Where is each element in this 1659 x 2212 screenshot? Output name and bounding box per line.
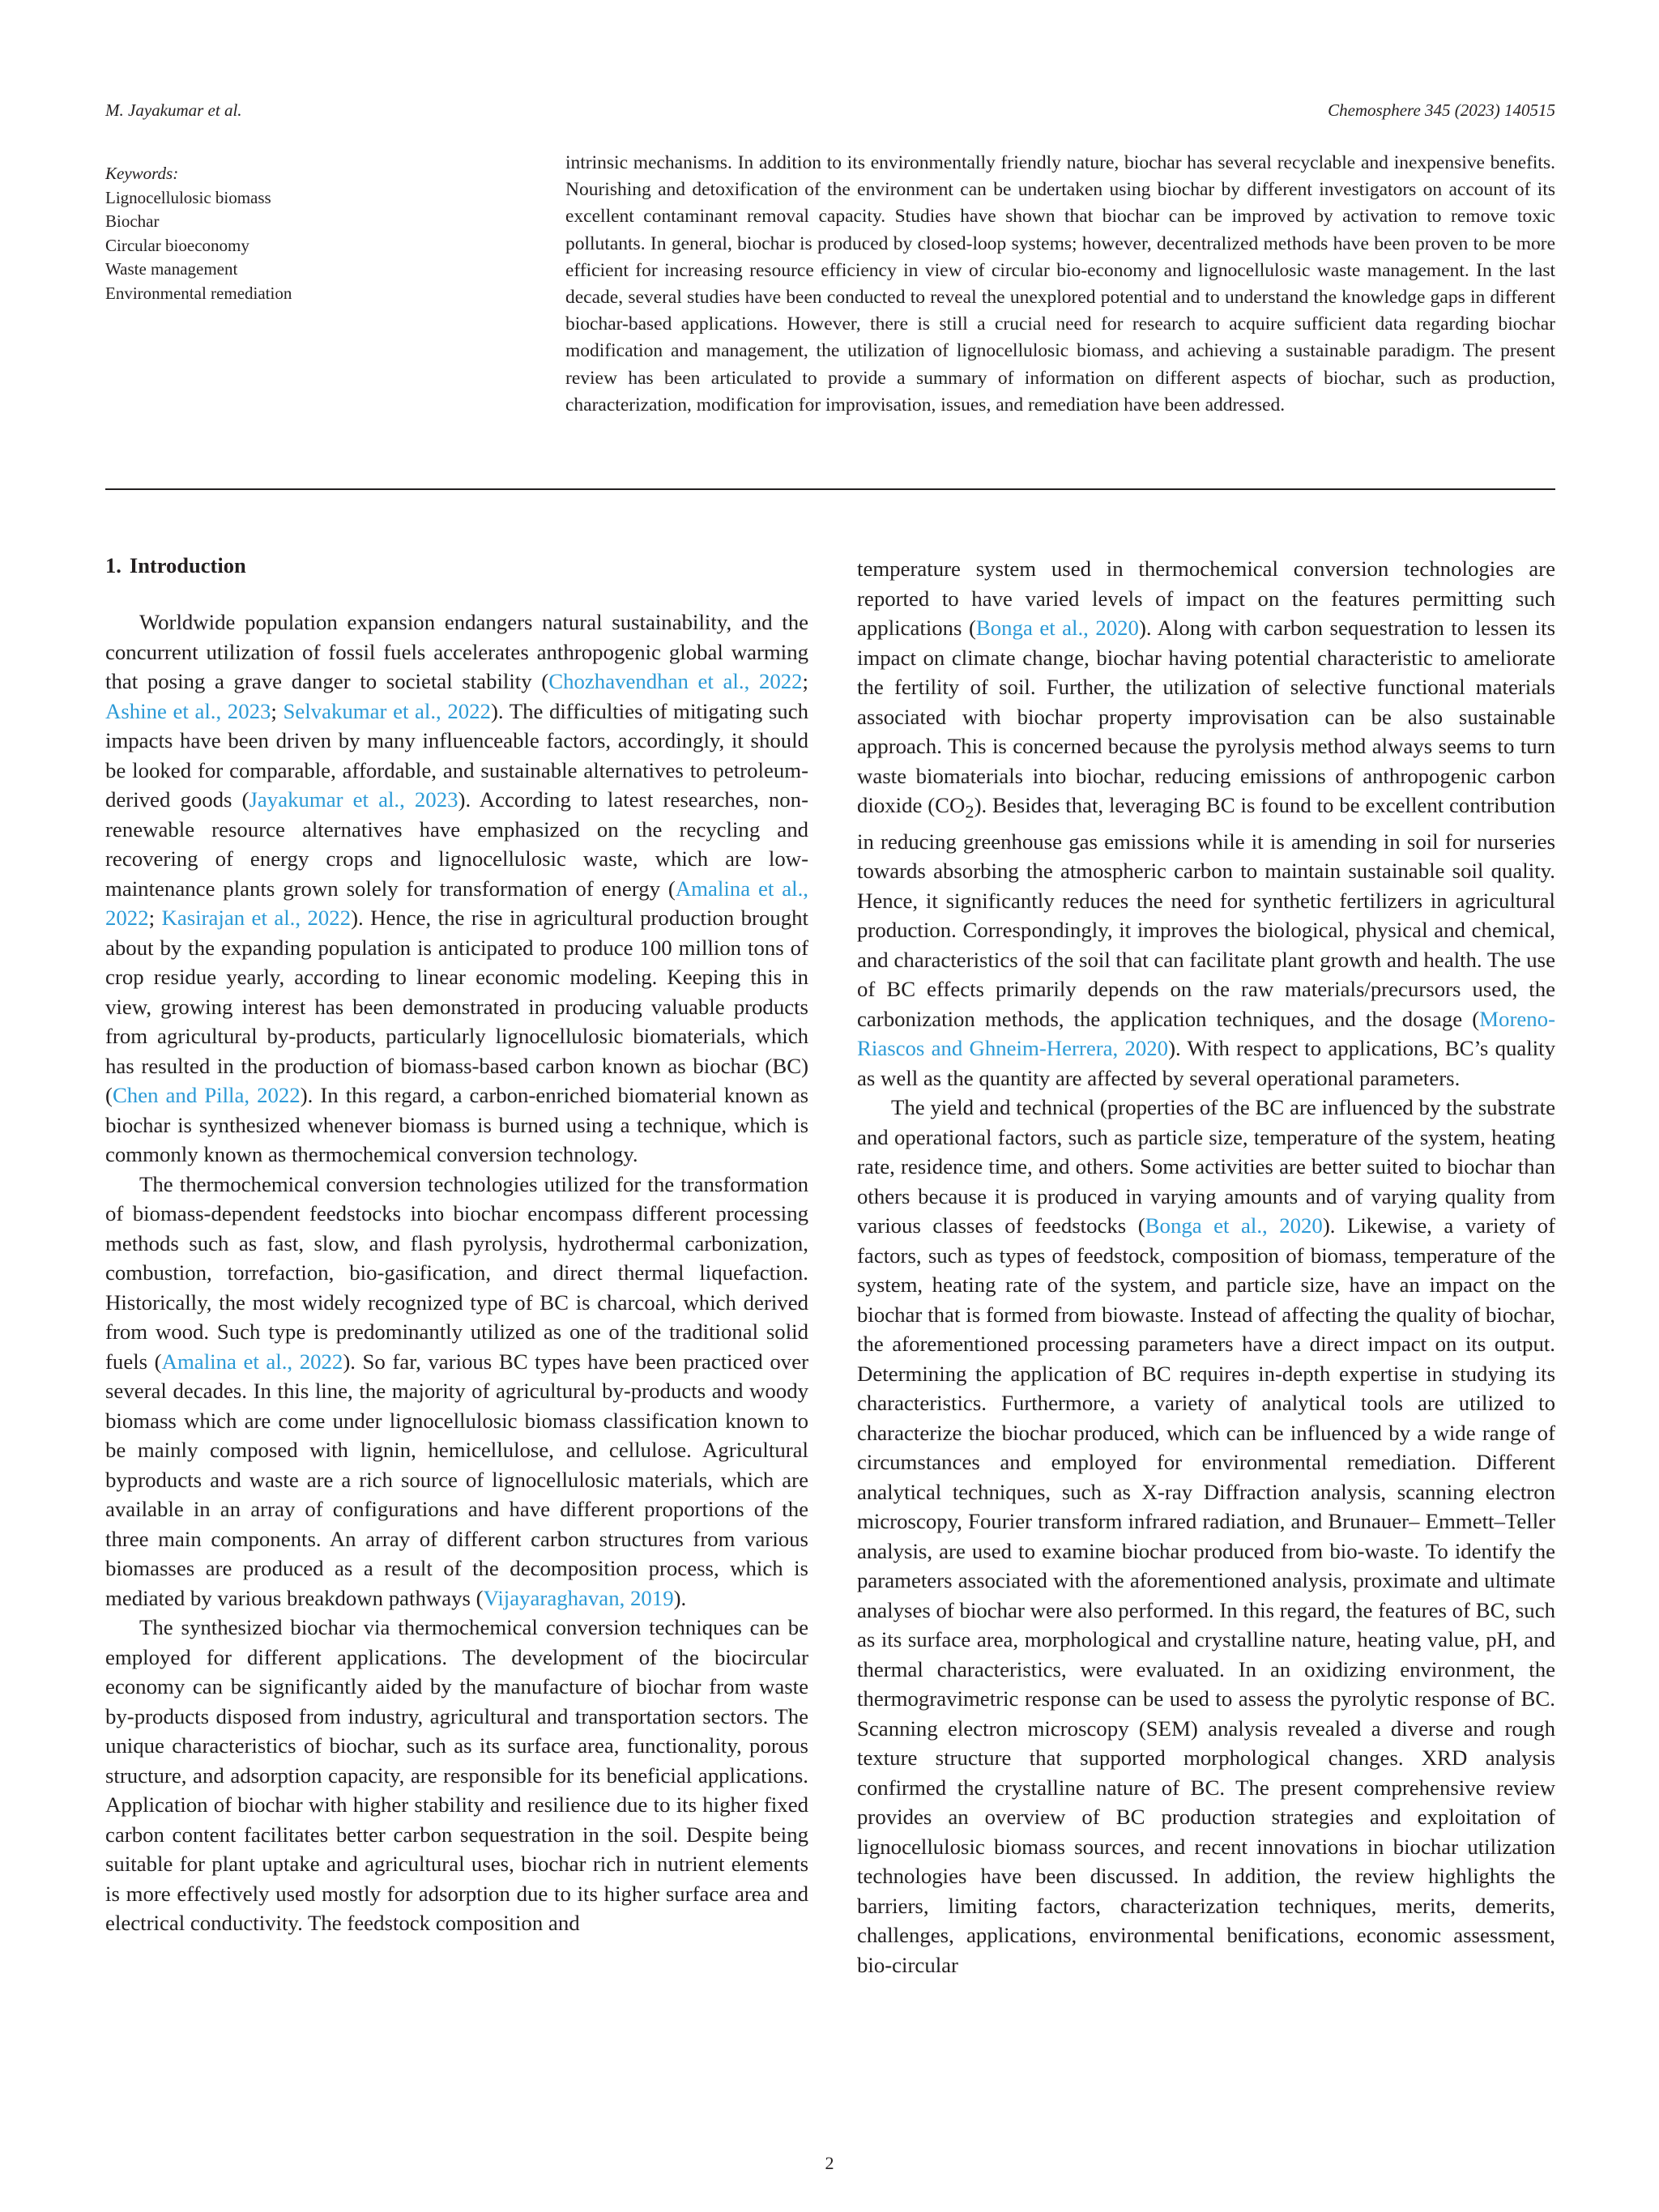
- citation-link[interactable]: Amalina et al., 2022: [161, 1349, 343, 1374]
- keywords-block: [105, 162, 462, 306]
- section-divider: [105, 488, 1555, 490]
- header-journal-citation: Chemosphere 345 (2023) 140515: [1328, 100, 1555, 120]
- paragraph: temperature system used in thermochemical conversion technologies are reported to have varied levels of impact on the features permitting such applications (Bonga et al., 2020). Along with carbon sequestration to lessen its impact on climate change, biochar having potential characteristic to ameliorate the fertility of soil. Further, the utilization of selective functional materials associated with biochar property improvisation can be also sustainable approach. This is concerned because the pyrolysis method always seems to turn waste biomaterials into biochar, reducing emissions of anthropogenic carbon dioxide $(CO_2)$. Besides that, leveraging BC is found to be excellent contribution in reducing greenhouse gas emissions while it is amending in soil for nurseries towards absorbing the atmospheric carbon to maintain sustainable soil quality. Hence, it significantly reduces the need for synthetic fertilizers in agricultural production. Correspondingly, it improves the biological, physical and chemical, and characteristics of the soil that can facilitate plant growth and health. The use of BC effects primarily depends on the raw materials/precursors used, the carbonization methods, the application techniques, and the dosage (Moreno-Riascos and Ghneim-Herrera, 2020). With respect to applications, BC’s quality as well as the quantity are affected by several operational parameters.: [857, 556, 1555, 1090]
- citation-link[interactable]: Ashine et al., 2023: [105, 698, 271, 723]
- paragraph: The synthesized biochar via thermochemical conversion techniques can be employed for different applications. The development of the biocircular economy can be significantly aided by the manufacture of biochar from waste by-products disposed from industry, agricultural and transportation sectors. The unique characteristics of biochar, such as its surface area, functionality, porous structure, and adsorption capacity, are responsible for its beneficial applications. Application of biochar with higher stability and resilience due to its higher fixed carbon content facilitates better carbon sequestration in the soil. Despite being suitable for plant uptake and agricultural uses, biochar rich in nutrient elements is more effectively used mostly for adsorption due to its higher surface area and electrical conductivity. The feedstock composition and: [105, 1615, 808, 1935]
- keyword-item: Biochar: [105, 211, 160, 232]
- paragraph: Worldwide population expansion endangers natural sustainability, and the concurrent utilization of fossil fuels accelerates anthropogenic global warming that posing a grave danger to societal stability (Chozhavendhan et al., 2022; Ashine et al., 2023; Selvakumar et al., 2022). The difficulties of mitigating such impacts have been driven by many influenceable factors, accordingly, it should be looked for comparable, affordable, and sustainable alternatives to petroleum-derived goods (Jayakumar et al., 2023). According to latest researches, non-renewable resource alternatives have emphasized on the recycling and recovering of energy crops and lignocellulosic waste, which are low-maintenance plants grown solely for transformation of energy (Amalina et al., 2022; Kasirajan et al., 2022). Hence, the rise in agricultural production brought about by the expanding population is anticipated to produce 100 million tons of crop residue yearly, according to linear economic modeling. Keeping this in view, growing interest has been demonstrated in producing valuable products from agricultural by-products, particularly lignocellulosic biomaterials, which has resulted in the production of biomass-based carbon known as biochar (BC) (Chen and Pilla, 2022). In this regard, a carbon-enriched biomaterial known as biochar is synthesized whenever biomass is burned using a technique, which is commonly known as thermochemical conversion technology.: [105, 610, 809, 1166]
- citation-link[interactable]: Vijayaraghavan, 2019: [483, 1585, 674, 1610]
- citation-link[interactable]: Jayakumar et al., 2023: [249, 787, 458, 812]
- citation-link[interactable]: Bonga et al., 2020: [975, 616, 1139, 640]
- header-authors: M. Jayakumar et al.: [105, 100, 242, 120]
- keyword-item: Lignocellulosic biomass: [105, 187, 271, 207]
- keyword-item: Waste management: [105, 259, 238, 279]
- citation-link[interactable]: Kasirajan et al., 2022: [161, 906, 352, 930]
- right-column: [857, 554, 1555, 1980]
- page-number: 2: [825, 2153, 834, 2173]
- keyword-item: Environmental remediation: [105, 283, 292, 303]
- section-number: 1.: [105, 553, 122, 578]
- citation-link[interactable]: Bonga et al., 2020: [1145, 1213, 1323, 1238]
- section-heading: [105, 551, 808, 580]
- citation-link[interactable]: Moreno-Riascos and Ghneim-Herrera, 2020: [857, 1006, 1555, 1061]
- paragraph: The thermochemical conversion technologies utilized for the transformation of biomass-dependent feedstocks into biochar encompass different processing methods such as fast, slow, and flash pyrolysis, hydrothermal carbonization, combustion, torrefaction, bio-gasification, and direct thermal liquefaction. Historically, the most widely recognized type of BC is charcoal, which derived from wood. Such type is predominantly utilized as one of the traditional solid fuels (Amalina et al., 2022). So far, various BC types have been practiced over several decades. In this line, the majority of agricultural by-products and woody biomass which are come under lignocellulosic biomass classification known to be mainly composed with lignin, hemicellulose, and cellulose. Agricultural byproducts and waste are a rich source of lignocellulosic materials, which are available in an array of configurations and have different proportions of the three main components. An array of different carbon structures from various biomasses are produced as a result of the decomposition process, which is mediated by various breakdown pathways (Vijayaraghavan, 2019).: [105, 1171, 809, 1610]
- left-column: [105, 551, 808, 1938]
- citation-link[interactable]: Amalina et al., 2022: [105, 876, 808, 930]
- section-title: Introduction: [129, 553, 246, 578]
- citation-link[interactable]: Selvakumar et al., 2022: [283, 698, 491, 723]
- keyword-item: Circular bioeconomy: [105, 235, 249, 255]
- keywords-title: Keywords:: [105, 164, 179, 183]
- citation-link[interactable]: Chozhavendhan et al., 2022: [548, 669, 803, 693]
- paragraph: The yield and technical (properties of the BC are influenced by the substrate and operational factors, such as particle size, temperature of the system, heating rate, residence time, and others. Some activities are better suited to biochar than others because it is produced in varying amounts and of varying quality from various classes of feedstocks (Bonga et al., 2020). Likewise, a variety of factors, such as types of feedstock, composition of biomass, temperature of the system, heating rate of the system, and particle size, have an impact on the biochar that is formed from biowaste. Instead of affecting the quality of biochar, the aforementioned processing parameters have a direct impact on its output. Determining the application of BC requires in-depth expertise in studying its characteristics. Furthermore, a variety of analytical tools are utilized to characterize the biochar produced, which can be influenced by a wide range of circumstances and employed for environmental remediation. Different analytical techniques, such as X-ray Diffraction analysis, scanning electron microscopy, Fourier transform infrared radiation, and Brunauer– Emmett–Teller analysis, are used to examine biochar produced from bio-waste. To identify the parameters associated with the aforementioned analysis, proximate and ultimate analyses of biochar were also performed. In this regard, the features of BC, such as its surface area, morphological and crystalline nature, heating value, pH, and thermal characteristics, were evaluated. In an oxidizing environment, the thermogravimetric response can be used to assess the pyrolytic response of BC. Scanning electron microscopy (SEM) analysis revealed a diverse and rough texture structure that supported morphological changes. XRD analysis confirmed the crystalline nature of BC. The present comprehensive review provides an overview of BC production strategies and exploitation of lignocellulosic biomass sources, and recent innovations in biochar utilization technologies have been discussed. In addition, the review highlights the barriers, limiting factors, characterization techniques, merits, demerits, challenges, applications, environmental benifications, economic assessment, bio-circular: [857, 1095, 1556, 1977]
- citation-link[interactable]: Chen and Pilla, 2022: [112, 1083, 301, 1107]
- abstract-continuation: intrinsic mechanisms. In addition to its environmentally friendly nature, biochar has several recyclable and inexpensive benefits. Nourishing and detoxification of the environment can be undertaken using biochar by different investigators on account of its excellent contaminant removal capacity. Studies have shown that biochar can be improved by activation to remove toxic pollutants. In general, biochar is produced by closed-loop systems; however, decentralized methods have been proven to be more efficient for increasing resource efficiency in view of circular bio-economy and lignocellulosic waste management. In the last decade, several studies have been conducted to reveal the unexplored potential and to understand the knowledge gaps in different biochar-based applications. However, there is still a crucial need for research to acquire sufficient data regarding biochar modification and management, the utilization of lignocellulosic biomass, and achieving a sustainable paradigm. The present review has been articulated to provide a summary of information on different aspects of biochar, such as production, characterization, modification for improvisation, issues, and remediation have been addressed.: [565, 152, 1555, 416]
